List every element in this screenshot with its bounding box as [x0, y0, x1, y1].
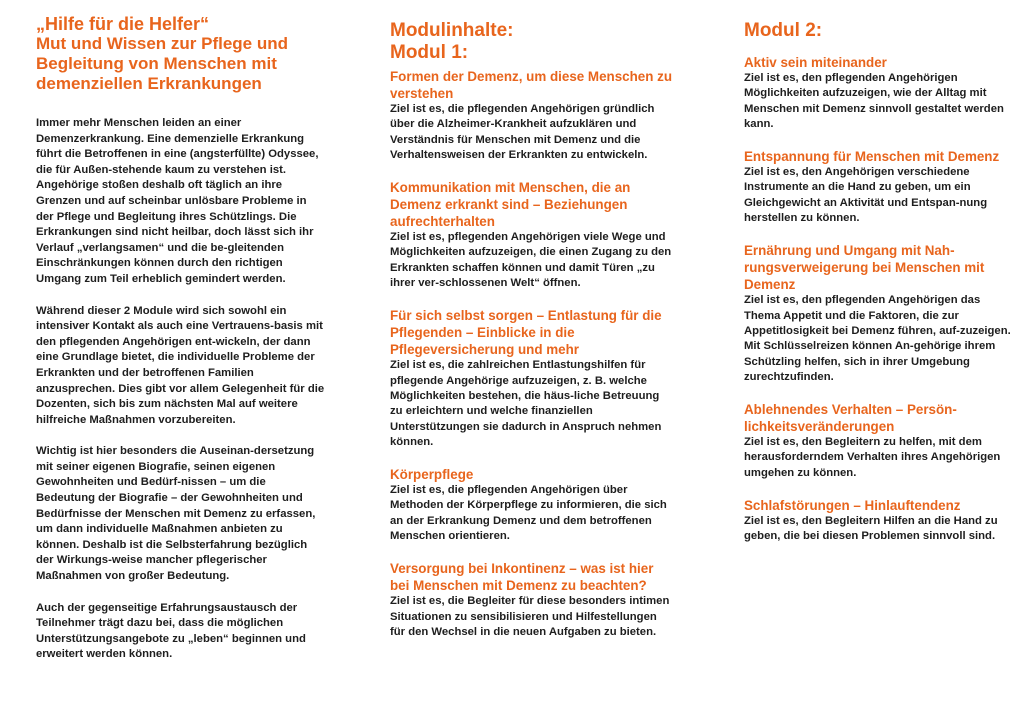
section-text: Ziel ist es, den pflegenden Angehörigen Möglichkeiten aufzuzeigen, wie der Alltag mit Menschen mit Demenz sinnvoll gestaltet werden kann.: [744, 72, 1004, 130]
section-heading: Entspannung für Menschen mit Demenz: [744, 149, 1000, 165]
module-2-section: [744, 497, 1016, 545]
section-heading: Kommunikation mit Menschen, die an Demenz erkrankt sind – Beziehungen aufrechterhalten: [390, 180, 631, 230]
section-text: Ziel ist es, die zahlreichen Entlastungshilfen für pflegende Angehörige aufzuzeigen, z. B. welche Möglichkeiten bestehen, die häus-liche Betreuung zu erleichtern und welche finanziellen Unterstützungen sie dadurch in Anspruch nehmen können.: [390, 359, 662, 448]
section-text: Ziel ist es, den Begleitern zu helfen, mit dem herausforderndem Verhalten ihres Angehörigen umgehen zu können.: [744, 436, 1001, 479]
left-column: [36, 0, 326, 663]
module-1-section: [390, 466, 672, 544]
section-heading: Aktiv sein miteinander: [744, 55, 887, 70]
section-text: Ziel ist es, die Begleiter für diese besonders intimen Situationen zu sensibilisieren und Hilfestellungen für den Wechsel in die neuen Aufgaben zu bieten.: [390, 595, 670, 638]
section-heading: Versorgung bei Inkontinenz – was ist hier bei Menschen mit Demenz zu beachten?: [390, 561, 654, 594]
module-2-section: [744, 242, 1016, 385]
intro-paragraph: Immer mehr Menschen leiden an einer Demenzerkrankung. Eine demenzielle Erkrankung führt die Betroffenen in eine (angsterfüllte) Odyssee, die für Außen-stehende kaum zu verstehen ist. Angehörige stoßen deshalb oft täglich an ihre Grenzen und auf scheinbar unlösbare Probleme in der Pflege und Begleitung ihres Schützlings. Die Erkrankungen sind nicht heilbar, doch lässt sich ihr Verlauf „verlangsamen“ und die be-gleitenden Einschränkungen können durch den richtigen Umgang zum Teil erheblich gemindert werden.: [36, 117, 319, 285]
section-text: Ziel ist es, die pflegenden Angehörigen über Methoden der Körperpflege zu informieren, die sich an der Erkrankung Demenz und dem betroffenen Menschen orientieren.: [390, 484, 667, 543]
section-text: Ziel ist es, pflegenden Angehörigen viele Wege und Möglichkeiten aufzuzeigen, die einen Zugang zu den Erkrankten schaffen können und damit Türen „zu ihrer ver-schlossenen Welt“ öffnen.: [390, 231, 672, 290]
intro-paragraph: Auch der gegenseitige Erfahrungsaustausch der Teilnehmer trägt dazu bei, dass die möglichen Unterstützungsangebote zu „leben“ beginnen und erweitert werden können.: [36, 601, 306, 661]
section-heading: Ernährung und Umgang mit Nah-rungsverweigerung bei Menschen mit Demenz: [744, 243, 985, 293]
section-text: Ziel ist es, den Begleitern Hilfen an die Hand zu geben, die bei diesen Problemen sinnvoll sind.: [744, 515, 998, 543]
section-heading: Formen der Demenz, um diese Menschen zu verstehen: [390, 69, 673, 101]
module-1-section: [390, 179, 672, 291]
module-1-title: Modul 1:: [390, 42, 469, 63]
module-2-section: [744, 148, 1016, 226]
module-1-section: [390, 307, 672, 450]
section-heading: Ablehnendes Verhalten – Persön-lichkeitsveränderungen: [744, 402, 957, 435]
module-2-title: Modul 2:: [744, 20, 823, 41]
module-1-section: [390, 68, 672, 163]
section-text: Ziel ist es, den Angehörigen verschiedene Instrumente an die Hand zu geben, um ein Gleichgewicht an Aktivität und Entspan-nung herstellen zu können.: [744, 166, 988, 225]
module-2-section: [744, 54, 1016, 132]
section-heading: Für sich selbst sorgen – Entlastung für die Pflegenden – Einblicke in die Pflegeversicherung und mehr: [390, 308, 662, 358]
section-text: Ziel ist es, den pflegenden Angehörigen das Thema Appetit und die Faktoren, die zur Appetitlosigkeit bei Demenz führen, auf-zuzeigen. Mit Schlüsselreizen können An-gehörige ihrem Schützling helfen, sich in ihrer Umgebung zurechtzufinden.: [744, 294, 1011, 383]
brochure-subtitle: Mut und Wissen zur Pflege und Begleitung von Menschen mit demenziellen Erkrankungen: [36, 34, 289, 93]
section-text: Ziel ist es, die pflegenden Angehörigen gründlich über die Alzheimer-Krankheit aufzuklären und Verständnis für Menschen mit Demenz und die Verhaltensweisen der Erkrankten zu entwickeln.: [390, 103, 655, 161]
right-column: [744, 0, 1016, 545]
module-2-section: [744, 401, 1016, 481]
module-1-section: [390, 560, 672, 640]
brochure-title: „Hilfe für die Helfer“: [36, 14, 210, 34]
intro-paragraph: Während dieser 2 Module wird sich sowohl ein intensiver Kontakt als auch eine Vertrauens-basis mit den pflegenden Angehörigen ent-wickeln, der dann eine Grundlage bietet, die individuelle Probleme der Erkrankten und der betroffenen Familien anzusprechen. Dies gibt vor allem Gelegenheit für die Dozenten, sich bis zum nächsten Mal auf weitere hilfreiche Maßnahmen vorzubereiten.: [36, 304, 325, 426]
intro-text: [36, 116, 326, 663]
section-heading: Schlafstörungen – Hinlauftendenz: [744, 498, 961, 514]
section-heading: Körperpflege: [390, 467, 474, 483]
module-contents-title: Modulinhalte:: [390, 20, 514, 41]
intro-paragraph: Wichtig ist hier besonders die Auseinan-dersetzung mit seiner eigenen Biografie, seinen eigenen Gewohnheiten und Bedürf-nissen – um die Bedeutung der Biografie – der Gewohnheiten und Bedürfnisse der Menschen mit Demenz zu erfassen, um dann individuelle Maßnahmen anbieten zu können. Deshalb ist die Selbsterfahrung bezüglich der Wirkungs-weise mancher pflegerischer Maßnahmen von großer Bedeutung.: [36, 445, 316, 583]
middle-column: [390, 0, 672, 640]
